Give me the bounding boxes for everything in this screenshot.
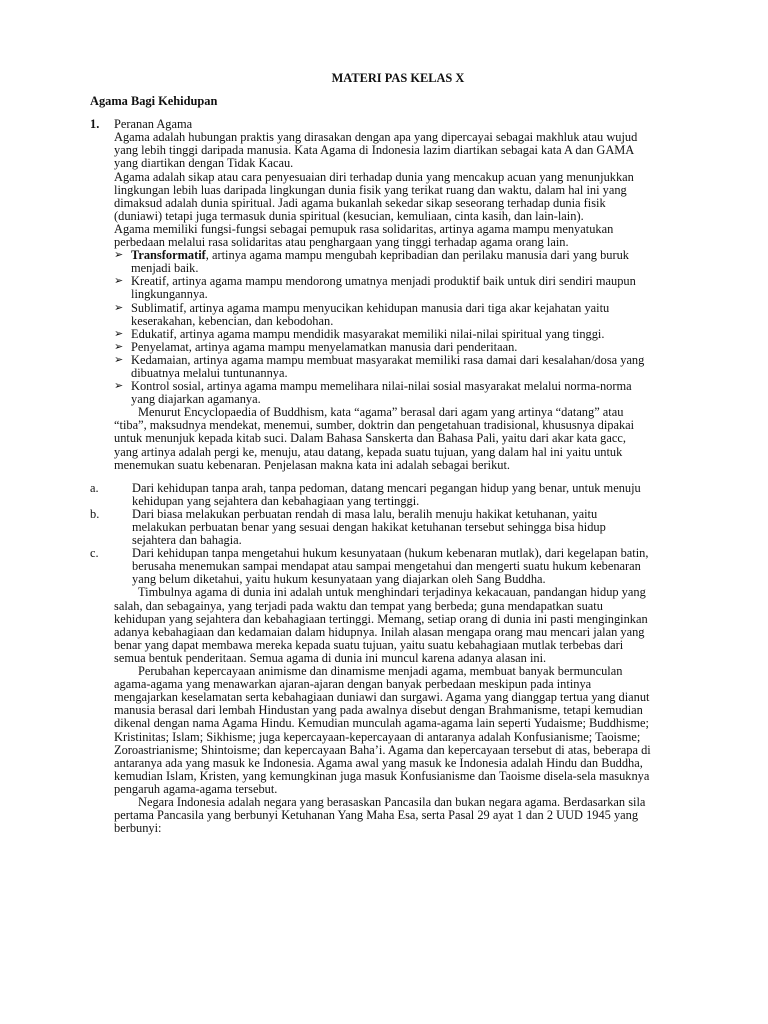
document-subtitle: Agama Bagi Kehidupan <box>90 94 218 109</box>
function-description: Penyelamat, artinya agama mampu menyelamatkan manusia dari penderitaan. <box>131 339 518 354</box>
meaning-letter: c. <box>90 546 99 561</box>
function-item <box>114 379 652 407</box>
meaning-letter: a. <box>90 480 99 495</box>
body-paragraph: Perubahan kepercayaan animisme dan dinamisme menjadi agama, membuat banyak bermunculan agama-agama yang menawarkan ajaran-ajaran dengan banyak perbedaan meskipun pada intinya mengajarkan keselamatan serta kebahagiaan duniawi dan surgawi. Agama yang dianggap tertua yang dianut manusia berasal dari lembah Hindustan yang pada awalnya disebut dengan Brahmanisme, tetapi kemudian dikenal dengan nama Agama Hindu. Kemudian munculah agama-agama lain seperti Yudaisme; Buddhisme; Kristinitas; Islam; Sikhisme; juga kepercayaan-kepercayaan di antaranya adalah Konfusianisme; Taoisme; Zoroastrianisme; Shintoisme; dan kepercayaan Baha’i. Agama dan kepercayaan tersebut di atas, beberapa di antaranya ada yang masuk ke Indonesia. Agama awal yang masuk ke Indonesia adalah Hindu dan Buddha, kemudian Islam, Kristen, yang kemungkinan juga masuk Konfusianisme dan Taoisme disela-sela masuknya pengaruh agama-agama tersebut. <box>114 664 651 796</box>
arrow-bullet-icon: ➢ <box>114 301 124 314</box>
meaning-letter: b. <box>90 506 100 521</box>
meaning-text: Dari kehidupan tanpa arah, tanpa pedoman, datang mencari pegangan hidup yang benar, untuk menuju kehidupan yang sejahtera dan kebahagiaan yang tertinggi. <box>132 480 641 508</box>
meaning-item <box>90 506 652 548</box>
function-item <box>114 274 652 302</box>
arrow-bullet-icon: ➢ <box>114 275 124 288</box>
function-item <box>114 248 652 276</box>
intro-paragraph: Agama adalah hubungan praktis yang dirasakan dengan apa yang dipercayai sebagai makhluk atau wujud yang lebih tinggi daripada manusia. Kata Agama di Indonesia lazim diartikan sebagai kata A dan GAMA yang diartikan dengan Tidak Kacau. <box>114 130 638 171</box>
intro-paragraph: Agama memiliki fungsi-fungsi sebagai pemupuk rasa solidaritas, artinya agama mampu menyatukan perbedaan melalui rasa solidaritas atau penghargaan yang tinggi terhadap agama orang lain. <box>114 221 614 250</box>
body-paragraph: Negara Indonesia adalah negara yang berasaskan Pancasila dan bukan negara agama. Berdasarkan sila pertama Pancasila yang berbunyi Ketuhanan Yang Maha Esa, serta Pasal 29 ayat 1 dan 2 UUD 1945 yang berbunyi: <box>114 794 646 836</box>
meaning-text: Dari kehidupan tanpa mengetahui hukum kesunyataan (hukum kebenaran mutlak), dari kegelapan batin, berusaha menemukan sampai mendapat atau sampai mengetahui dan mengerti suatu hukum kebenaran yang belum diketahui, yaitu hukum kesunyataan yang diajarkan oleh Sang Buddha. <box>132 546 649 587</box>
arrow-bullet-icon: ➢ <box>114 327 124 340</box>
function-description: Kedamaian, artinya agama mampu membuat masyarakat memiliki rasa damai dari kesalahan/dosa yang dibuatnya melalui tuntunannya. <box>131 352 645 380</box>
function-description: Kontrol sosial, artinya agama mampu memelihara nilai-nilai sosial masyarakat melalui norma-norma yang diajarkan agamanya. <box>131 379 632 407</box>
encyclopaedia-paragraph: Menurut Encyclopaedia of Buddhism, kata “agama” berasal dari agam yang artinya “datang” atau “tiba”, maksudnya mendekat, menemui, sumber, doktrin dan pengetahuan tradisional, khususnya dipakai untuk menunjuk kepada kitab suci. Dalam Bahasa Sanskerta dan Bahasa Pali, yaitu dari akar kata gacc, yang artinya adalah pergi ke, menuju, atau datang, kepada suatu tujuan, yang dalam hal ini yaitu untuk menemukan suatu kebenaran. Penjelasan makna kata ini adalah sebagai berikut. <box>114 405 635 472</box>
function-description: Sublimatif, artinya agama mampu menyucikan kehidupan manusia dari tiga akar kejahatan yaitu keserakahan, kebencian, dan kebodohan. <box>131 300 610 328</box>
arrow-bullet-icon: ➢ <box>114 249 124 262</box>
document-title: MATERI PAS KELAS X <box>331 71 465 85</box>
meaning-text: Dari biasa melakukan perbuatan rendah di masa lalu, beralih menuju hakikat ketuhanan, yaitu melakukan perbuatan benar yang sesuai dengan hakikat ketuhanan tersebut sehingga bisa hidup sejahtera dan bahagia. <box>132 506 606 548</box>
function-term: Transformatif <box>131 248 206 263</box>
section-heading <box>90 117 652 132</box>
body-paragraph: Timbulnya agama di dunia ini adalah untuk menghindari terjadinya kekacauan, pandangan hidup yang salah, dan sebagainya, yang terjadi pada waktu dan tempat yang berbeda; guna mendapatkan suatu kehidupan yang sejahtera dan kebahagiaan tertinggi. Memang, setiap orang di dunia ini pasti menginginkan adanya kebahagiaan dan kedamaian dalam hidupnya. Inilah alasan mengapa orang mau mencari jalan yang benar yang dapat membawa mereka kepada suatu tujuan, yaitu suatu kebahagiaan mutlak terbebas dari semua bentuk penderitaan. Semua agama di dunia ini muncul karena adanya alasan ini. <box>114 585 648 665</box>
section-number: 1. <box>90 117 100 132</box>
function-item <box>114 352 652 380</box>
function-description: , artinya agama mampu mengubah kepribadian dan perilaku manusia dari yang buruk menjadi baik. <box>131 248 630 276</box>
arrow-bullet-icon: ➢ <box>114 340 124 353</box>
arrow-bullet-icon: ➢ <box>114 353 124 366</box>
function-list <box>114 249 652 406</box>
section-title: Peranan Agama <box>114 117 193 132</box>
meaning-item <box>90 546 652 587</box>
arrow-bullet-icon: ➢ <box>114 380 124 393</box>
intro-paragraph: Agama adalah sikap atau cara penyesuaian diri terhadap dunia yang mencakup acuan yang menunjukkan lingkungan lebih luas daripada lingkungan dunia fisik yang terikat ruang dan waktu, dalam hal ini yang dimaksud adalah dunia spiritual. Jadi agama bukanlah sekedar sikap seseorang terhadap dunia fisik (duniawi) tetapi juga termasuk dunia spiritual (kesucian, kemuliaan, cinta kasih, dan lain-lain). <box>114 169 634 223</box>
function-description: Kreatif, artinya agama mampu mendorong umatnya menjadi produktif baik untuk diri sendiri maupun lingkungannya. <box>131 274 636 302</box>
function-item <box>114 300 652 328</box>
function-description: Edukatif, artinya agama mampu mendidik masyarakat memiliki nilai-nilai spiritual yang tinggi. <box>131 326 605 341</box>
meaning-item <box>90 480 652 508</box>
meaning-list <box>90 482 652 587</box>
